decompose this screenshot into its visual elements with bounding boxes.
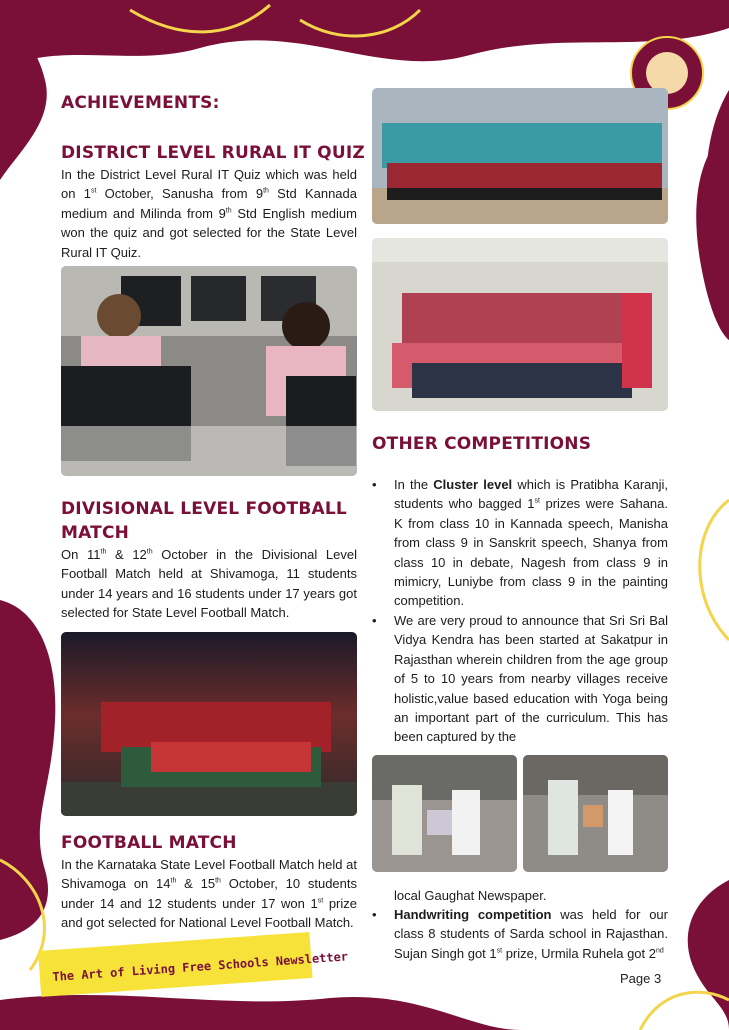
yellow-curve-right <box>700 500 729 640</box>
football-match-body: In the Karnataka State Level Football Match held at Shivamoga on 14th & 15th October, 10 students under 14 and 12 students under 17 won 1st prize and got selected for National Level Football Match. <box>61 857 358 931</box>
football-team-night-photo <box>61 632 357 816</box>
rural-it-quiz-body: In the District Level Rural IT Quiz which was held on 1st October, Sanusha from 9th Std Kannada medium and Milinda from 9th Std English medium won the quiz and got selected for the State Level Rural IT Quiz. <box>61 167 357 260</box>
competition-bullet-3 <box>372 905 668 963</box>
rural-it-quiz-title: DISTRICT LEVEL RURAL IT QUIZ <box>61 143 365 163</box>
bottom-left-blob <box>0 600 55 940</box>
it-quiz-photo <box>61 266 357 476</box>
page-number: Page 3 <box>620 971 662 986</box>
section-title: ACHIEVEMENTS: <box>61 93 220 113</box>
football-match-title: FOOTBALL MATCH <box>61 833 237 853</box>
competition-bullet-1 <box>372 475 668 611</box>
bottom-band <box>0 995 520 1030</box>
other-competitions-title: OTHER COMPETITIONS <box>372 434 592 454</box>
divisional-football-title: DIVISIONAL LEVEL FOOTBALL MATCH <box>61 499 347 543</box>
bullet-icon: • <box>372 477 377 492</box>
bullet-icon: • <box>372 613 377 628</box>
football-team-photo <box>372 88 668 224</box>
competition-bullet-3-text: Handwriting competition was held for our class 8 students of Sarda school in Rajasthan. Sujan Singh got 1st prize, Urmila Ruhela got 2nd <box>394 907 668 961</box>
newsletter-title: The Art of Living Free Schools Newsletter <box>52 949 349 984</box>
award-ceremony-photo <box>372 238 668 411</box>
divisional-football-body: On 11th & 12th October in the Divisional Level Football Match held at Shivamoga, 11 students under 14 years and 16 students under 17 years got selected for State Level Football Match. <box>61 547 358 621</box>
bottom-right-blob <box>688 880 729 1030</box>
bullet-icon: • <box>372 907 377 922</box>
competition-bullet-2-continued: local Gaughat Newspaper. <box>394 888 547 903</box>
competition-bullet-2-text: We are very proud to announce that Sri Sri Bal Vidya Kendra has been started at Sakatpur in Rajasthan wherein children from the age group of 5 to 10 years from nearby villages receive holistic,value based education with Yoga being an important part of the curriculum. This has been captured by the <box>394 613 668 745</box>
newspaper-photo-2 <box>523 755 668 872</box>
competition-bullet-2 <box>372 611 668 747</box>
competition-bullet-1-text: In the Cluster level which is Pratibha Karanji, students who bagged 1st prizes were Sahana. K from class 10 in Kannada speech, Manisha from class 9 in Sanskrit speech, Shanya from class 10 in debate, Nagesh from class 9 in mimicry, Luniybe from class 9 in the painting competition. <box>394 477 669 609</box>
newspaper-photo-1 <box>372 755 517 872</box>
